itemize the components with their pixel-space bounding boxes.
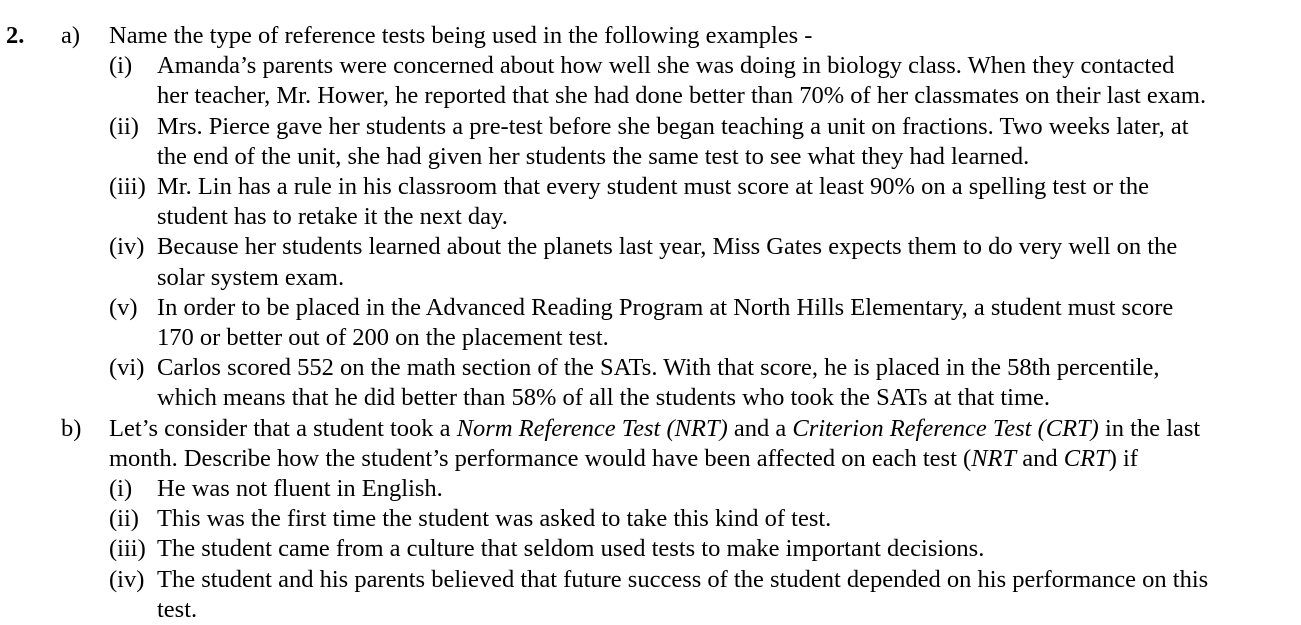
- part-a-prompt-text: Name the type of reference tests being used in the following examples -: [109, 22, 813, 49]
- item-line: which means that he did better than 58% of all the students who took the SATs at that time.: [157, 384, 1051, 412]
- item-text: [157, 51, 1297, 111]
- crt-term: Criterion Reference Test (CRT): [792, 414, 1099, 442]
- part-b-item-i: [0, 474, 1301, 504]
- item-line: He was not fluent in English.: [157, 475, 443, 503]
- part-b-item-ii: [0, 504, 1301, 534]
- item-line: her teacher, Mr. Hower, he reported that she had done better than 70% of her classmates on their last exam.: [157, 82, 1207, 110]
- item-line: Amanda’s parents were concerned about how well she was doing in biology class. When they contacted: [157, 52, 1175, 80]
- part-a-item-iv: [0, 232, 1301, 292]
- item-label: (i): [109, 52, 133, 80]
- part-a-item-i: [0, 51, 1301, 111]
- item-text: [157, 504, 1297, 534]
- item-label: (v): [109, 293, 138, 321]
- question-number: 2.: [6, 22, 25, 49]
- part-b-prompt-line-2: [109, 444, 1297, 474]
- item-line: Mrs. Pierce gave her students a pre-test before she began teaching a unit on fractions. Two weeks later, at: [157, 112, 1189, 140]
- part-b-item-iv: [0, 565, 1301, 625]
- prompt-text: Let’s consider that a student took a: [109, 414, 457, 442]
- part-a-item-vi: [0, 353, 1301, 413]
- item-text: [157, 534, 1297, 564]
- item-text: [157, 112, 1297, 172]
- part-b-prompt-line-1: [109, 414, 1297, 444]
- item-label: (iv): [109, 565, 145, 593]
- item-label: (iv): [109, 233, 145, 261]
- item-line: student has to retake it the next day.: [157, 203, 508, 231]
- part-a-item-iii: [0, 172, 1301, 232]
- item-line: Because her students learned about the planets last year, Miss Gates expects them to do very well on the: [157, 233, 1178, 261]
- item-label: (ii): [109, 505, 139, 533]
- item-line: This was the first time the student was asked to take this kind of test.: [157, 505, 832, 533]
- prompt-text: ) if: [1108, 444, 1138, 472]
- item-line: 170 or better out of 200 on the placement test.: [157, 324, 609, 352]
- part-a-label: a): [61, 22, 81, 49]
- item-line: the end of the unit, she had given her students the same test to see what they had learned.: [157, 142, 1030, 170]
- crt-abbrev: CRT: [1063, 444, 1109, 472]
- prompt-text: and: [1016, 444, 1064, 472]
- part-a: [0, 21, 1301, 414]
- item-text: [157, 172, 1297, 232]
- item-label: (vi): [109, 354, 145, 382]
- item-line: The student came from a culture that seldom used tests to make important decisions.: [157, 535, 985, 563]
- item-text: [157, 353, 1297, 413]
- part-b-items: [0, 474, 1301, 625]
- part-b-label: b): [61, 414, 82, 442]
- item-text: [157, 293, 1297, 353]
- part-a-items: [0, 51, 1301, 413]
- part-a-item-ii: [0, 112, 1301, 172]
- prompt-text: and a: [727, 414, 793, 442]
- part-a-prompt: [109, 21, 1297, 51]
- item-line: Carlos scored 552 on the math section of the SATs. With that score, he is placed in the 58th percentile,: [157, 354, 1160, 382]
- item-text: [157, 565, 1297, 625]
- item-line: Mr. Lin has a rule in his classroom that every student must score at least 90% on a spelling test or the: [157, 173, 1150, 201]
- item-label: (ii): [109, 112, 139, 140]
- item-text: [157, 474, 1297, 504]
- prompt-text: in the last: [1098, 414, 1201, 442]
- nrt-term: Norm Reference Test (NRT): [456, 414, 728, 442]
- question-document: [0, 21, 1301, 625]
- part-b: [0, 414, 1301, 625]
- item-line: The student and his parents believed that future success of the student depended on his performance on this: [157, 565, 1209, 593]
- item-line: In order to be placed in the Advanced Reading Program at North Hills Elementary, a student must score: [157, 293, 1174, 321]
- part-b-prompt: [109, 414, 1297, 474]
- nrt-abbrev: NRT: [971, 444, 1017, 472]
- item-line: solar system exam.: [157, 263, 345, 291]
- item-label: (iii): [109, 173, 146, 201]
- item-line: test.: [157, 595, 198, 623]
- part-a-item-v: [0, 293, 1301, 353]
- item-text: [157, 232, 1297, 292]
- prompt-text: month. Describe how the student’s performance would have been affected on each test (: [109, 444, 972, 472]
- part-b-item-iii: [0, 534, 1301, 564]
- item-label: (iii): [109, 535, 146, 563]
- item-label: (i): [109, 475, 133, 503]
